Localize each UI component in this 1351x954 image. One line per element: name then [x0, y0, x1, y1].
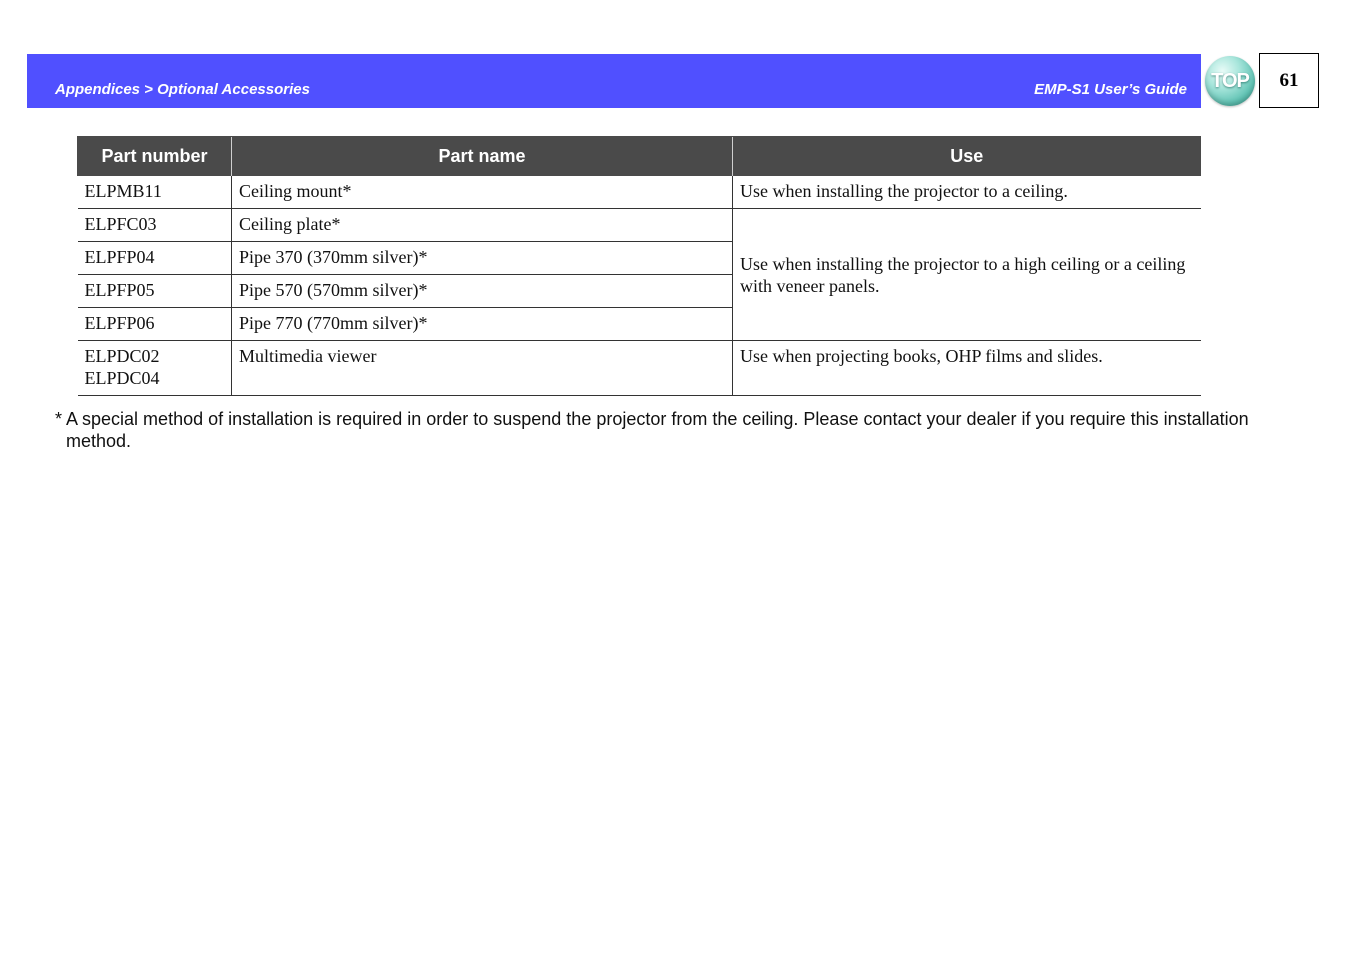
part-number-cell — [78, 341, 232, 396]
part-name-cell: Pipe 570 (570mm silver)* — [232, 275, 733, 308]
part-name-cell: Ceiling mount* — [232, 176, 733, 209]
part-name-cell: Pipe 370 (370mm silver)* — [232, 242, 733, 275]
part-number-cell: ELPFP06 — [78, 308, 232, 341]
part-name-cell: Pipe 770 (770mm silver)* — [232, 308, 733, 341]
part-number-line: ELPDC02 — [84, 346, 160, 366]
table-header-row — [78, 137, 1201, 177]
part-number-cell: ELPFC03 — [78, 209, 232, 242]
top-button-label: TOP — [1211, 69, 1249, 92]
top-button[interactable] — [1205, 56, 1255, 106]
table-row — [78, 341, 1201, 396]
part-name-cell: Multimedia viewer — [232, 341, 733, 396]
use-cell: Use when projecting books, OHP films and slides. — [733, 341, 1201, 396]
column-header-use: Use — [733, 137, 1201, 177]
table-row — [78, 209, 1201, 242]
part-number-cell: ELPFP04 — [78, 242, 232, 275]
breadcrumb[interactable]: Appendices > Optional Accessories — [55, 81, 310, 98]
page-number: 61 — [1259, 53, 1319, 108]
part-name-cell: Ceiling plate* — [232, 209, 733, 242]
header-bar — [27, 54, 1201, 108]
use-cell: Use when installing the projector to a ceiling. — [733, 176, 1201, 209]
accessories-table — [77, 136, 1201, 396]
column-header-part-number: Part number — [78, 137, 232, 177]
part-number-cell: ELPFP05 — [78, 275, 232, 308]
use-cell: Use when installing the projector to a high ceiling or a ceiling with veneer panels. — [733, 209, 1201, 341]
part-number-cell: ELPMB11 — [78, 176, 232, 209]
table-row — [78, 176, 1201, 209]
footnote: * A special method of installation is required in order to suspend the projector from the ceiling. Please contact your dealer if you require this installation method. — [55, 409, 1249, 451]
part-number-line: ELPDC04 — [84, 368, 160, 388]
guide-title: EMP-S1 User’s Guide — [1034, 81, 1187, 98]
column-header-part-name: Part name — [232, 137, 733, 177]
